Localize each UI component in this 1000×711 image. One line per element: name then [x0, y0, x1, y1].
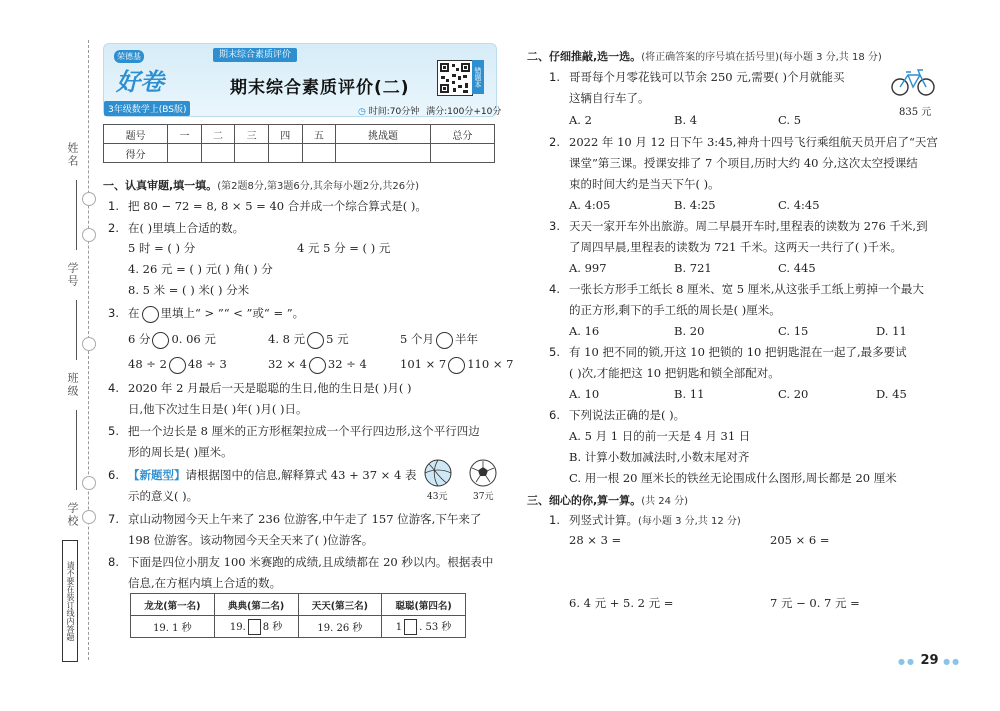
compare-left: 5 个月 — [400, 332, 434, 346]
s2-q6-optB[interactable]: B. 计算小数加减法时,小数末尾对齐 — [569, 450, 750, 464]
race-header: 龙龙(第一名) — [131, 594, 215, 616]
s2-q1-optC[interactable]: C. 5 — [778, 113, 802, 127]
race-table — [130, 593, 466, 638]
s2-q3-optB[interactable]: B. 721 — [674, 261, 712, 275]
s2-q5-optD[interactable]: D. 45 — [876, 387, 907, 401]
compare-item — [268, 356, 367, 374]
race-value: 8 秒 — [262, 621, 283, 633]
s2-q2-line2: 课堂”第三课。授课安排了 7 个项目,历时大约 40 分,这次太空授课结 — [569, 156, 918, 170]
s1-q3: 3. 在 里填上“ > ”“ < ”或“ = ”。 — [108, 305, 304, 323]
compare-left: 48 ÷ 2 — [128, 357, 167, 371]
qr-code-icon[interactable] — [437, 60, 473, 96]
s1-q6: 6. 【新题型】请根据图中的信息,解释算式 43 + 37 × 4 表 — [108, 468, 417, 482]
class-field[interactable] — [76, 410, 77, 490]
exam-meta — [358, 104, 501, 117]
section3-heading — [527, 492, 688, 508]
s2-q5-line1: 有 10 把不同的锁,开这 10 把锁的 10 把钥匙混在一起了,最多要试 — [569, 345, 907, 359]
s1-q8-line2: 信息,在方框内填上合适的数。 — [128, 576, 282, 590]
s1-q7-line2: 198 位游客。该动物园今天全天来了( )位游客。 — [128, 533, 374, 547]
score-cell[interactable] — [336, 144, 431, 163]
score-header: 四 — [268, 125, 302, 144]
compare-right: 110 × 7 — [467, 357, 514, 371]
s2-q5-line2: ( )次,才能把这 10 把钥匙和锁全部配对。 — [569, 366, 780, 380]
decor-dots-icon: ●● — [943, 657, 962, 666]
section2-title: 二、仔细推敲,选一选。 — [527, 50, 642, 63]
race-value: . 53 秒 — [419, 621, 452, 633]
compare-right: 0. 06 元 — [171, 332, 216, 346]
exam-score: 满分:100分+10分 — [426, 107, 502, 117]
s2-q1: 1. 哥哥每个月零花钱可以节余 250 元,需要( )个月就能买 — [549, 70, 845, 84]
s1-q8: 8. 下面是四位小朋友 100 米赛跑的成绩,且成绩都在 20 秒以内。根据表中 — [108, 555, 494, 569]
s2-q6-optC[interactable]: C. 用一根 20 厘米长的铁丝无论围成什么图形,周长都是 20 厘米 — [569, 471, 897, 485]
name-label: 姓名 — [66, 142, 79, 168]
mistake-book-tag: 错题本 — [472, 60, 484, 94]
s3-q1: 1. 列竖式计算。(每小题 3 分,共 12 分) — [549, 513, 741, 527]
s1-q4-line1: 2020 年 2 月最后一天是聪聪的生日,他的生日是( )月( ) — [128, 381, 412, 395]
s2-q2-optA[interactable]: A. 4:05 — [569, 198, 611, 212]
score-table-header-row — [104, 125, 495, 144]
student-id-field[interactable] — [76, 300, 77, 360]
compare-item — [400, 331, 478, 349]
compare-item — [268, 331, 349, 349]
exam-time: 时间:70分钟 — [368, 107, 420, 117]
score-header: 五 — [302, 125, 336, 144]
s3-q1-note: (每小题 3 分,共 12 分) — [638, 516, 741, 527]
s2-q4-optA[interactable]: A. 16 — [569, 324, 600, 338]
s2-q5-optC[interactable]: C. 20 — [778, 387, 809, 401]
bicycle-icon — [890, 65, 936, 102]
score-cell[interactable] — [302, 144, 336, 163]
s2-q6-optA[interactable]: A. 5 月 1 日的前一天是 4 月 31 日 — [569, 429, 751, 443]
s2-q2-line1: 2022 年 10 月 12 日下午 3:45,神舟十四号飞行乘组航天员开启了“天宫 — [569, 135, 938, 149]
score-row-label: 得分 — [104, 144, 168, 163]
page-number-text: 29 — [920, 653, 939, 668]
s1-q4: 4. 2020 年 2 月最后一天是聪聪的生日,他的生日是( )月( ) — [108, 381, 412, 395]
s1-q3-post: 里填上“ > ”“ < ”或“ = ”。 — [160, 306, 305, 320]
s2-q3: 3. 天天一家开车外出旅游。周二早晨开车时,里程表的读数为 276 千米,到 — [549, 219, 928, 233]
compare-left: 101 × 7 — [400, 357, 447, 371]
s2-q2-optB[interactable]: B. 4:25 — [674, 198, 716, 212]
grade-label: 3年级数学上(BS版) — [104, 101, 190, 116]
binding-warning: 请不要在装订线内答题 — [62, 540, 78, 662]
s1-q1: 1. 把 80 − 72 = 8, 8 × 5 = 40 合并成一个综合算式是( )。 — [108, 199, 427, 213]
volleyball-icon — [423, 458, 453, 491]
s1-q5: 5. 把一个边长是 8 厘米的正方形框架拉成一个平行四边形,这个平行四边 — [108, 424, 480, 438]
s1-q2b: 4 元 5 分 = ( ) 元 — [297, 241, 391, 255]
s1-q6-line2: 示的意义( )。 — [128, 489, 199, 503]
section3-note: (共 24 分) — [641, 496, 689, 507]
decor-dots-icon: ●● — [898, 657, 916, 666]
s2-q2-optC[interactable]: C. 4:45 — [778, 198, 820, 212]
score-header: 三 — [235, 125, 269, 144]
s2-q1-line1: 哥哥每个月零花钱可以节余 250 元,需要( )个月就能买 — [569, 70, 845, 84]
compare-circle[interactable] — [448, 357, 465, 374]
s1-q7-line1: 京山动物园今天上午来了 236 位游客,中午走了 157 位游客,下午来了 — [128, 512, 482, 526]
section2-heading — [527, 48, 882, 64]
s2-q4-line1: 一张长方形手工纸长 8 厘米、宽 5 厘米,从这张手工纸上剪掉一个最大 — [569, 282, 924, 296]
s2-q1-optB[interactable]: B. 4 — [674, 113, 698, 127]
race-value: 19. 26 秒 — [298, 616, 382, 638]
s1-q1-text: 把 80 − 72 = 8, 8 × 5 = 40 合并成一个综合算式是( )。 — [128, 199, 427, 213]
s1-q4-line2: 日,他下次过生日是( )年( )月( )日。 — [128, 402, 308, 416]
s2-q2: 2. 2022 年 10 月 12 日下午 3:45,神舟十四号飞行乘组航天员开启了“天宫 — [549, 135, 938, 149]
s1-q2c: 4. 26 元 = ( ) 元( ) 角( ) 分 — [128, 262, 273, 276]
compare-item — [128, 356, 227, 374]
s2-q1-line2: 这辆自行车了。 — [569, 91, 650, 105]
race-value: 19. 1 秒 — [131, 616, 215, 638]
binding-hole — [82, 476, 96, 490]
race-header: 典典(第二名) — [214, 594, 298, 616]
s1-q6-line1: 请根据图中的信息,解释算式 43 + 37 × 4 表 — [185, 468, 417, 482]
s1-q2: 2. 在( )里填上合适的数。 — [108, 221, 245, 235]
score-cell[interactable] — [235, 144, 269, 163]
volleyball-price: 43元 — [427, 492, 448, 502]
s2-q4: 4. 一张长方形手工纸长 8 厘米、宽 5 厘米,从这张手工纸上剪掉一个最大 — [549, 282, 924, 296]
binding-hole — [82, 510, 96, 524]
s2-q3-line1: 天天一家开车外出旅游。周二早晨开车时,里程表的读数为 276 千米,到 — [569, 219, 928, 233]
calc-item: 7 元 − 0. 7 元 = — [770, 596, 860, 610]
compare-circle[interactable] — [169, 357, 186, 374]
compare-circle[interactable] — [307, 332, 324, 349]
s2-q2-line3: 束的时间大约是当天下午( )。 — [569, 177, 720, 191]
score-table — [103, 124, 495, 163]
soccer-ball-price: 37元 — [473, 492, 494, 502]
compare-item — [400, 356, 513, 374]
section1-heading — [103, 177, 419, 193]
compare-left: 32 × 4 — [268, 357, 307, 371]
race-header: 天天(第三名) — [298, 594, 382, 616]
brand-name: 荣德基 — [114, 50, 144, 63]
s2-q3-line2: 了周四早晨,里程表的读数为 721 千米。这两天一共行了( )千米。 — [569, 240, 903, 254]
answer-box[interactable] — [404, 619, 417, 635]
score-cell[interactable] — [168, 144, 202, 163]
school-label: 学校 — [66, 502, 79, 528]
score-header: 总分 — [430, 125, 494, 144]
score-cell[interactable] — [201, 144, 235, 163]
compare-right: 48 ÷ 3 — [187, 357, 227, 371]
class-label: 班级 — [66, 372, 79, 398]
s2-q3-optC[interactable]: C. 445 — [778, 261, 816, 275]
compare-circle[interactable] — [152, 332, 169, 349]
name-field[interactable] — [76, 180, 77, 250]
s2-q4-line2: 的正方形,剩下的手工纸的周长是( )厘米。 — [569, 303, 781, 317]
s1-q5-line1: 把一个边长是 8 厘米的正方形框架拉成一个平行四边形,这个平行四边 — [128, 424, 480, 438]
s1-q2d: 8. 5 米 = ( ) 米( ) 分米 — [128, 283, 250, 297]
score-header: 题号 — [104, 125, 168, 144]
binding-hole — [82, 192, 96, 206]
s2-q3-optA[interactable]: A. 997 — [569, 261, 607, 275]
s1-q2a: 5 时 = ( ) 分 — [128, 241, 196, 255]
s2-q6: 6. 下列说法正确的是( )。 — [549, 408, 686, 422]
brand-logo — [110, 46, 194, 102]
series-tag: 期末综合素质评价 — [213, 48, 297, 62]
section1-title: 一、认真审题,填一填。 — [103, 179, 218, 192]
race-header-row — [131, 594, 466, 616]
score-table-row — [104, 144, 495, 163]
s1-q7: 7. 京山动物园今天上午来了 236 位游客,中午走了 157 位游客,下午来了 — [108, 512, 482, 526]
race-value-row — [131, 616, 466, 638]
race-header: 聪聪(第四名) — [382, 594, 466, 616]
s1-q5-line2: 形的周长是( )厘米。 — [128, 445, 233, 459]
binding-hole — [82, 337, 96, 351]
calc-item: 28 × 3 = — [569, 533, 622, 547]
section1-note: (第2题8分,第3题6分,其余每小题2分,共26分) — [217, 181, 420, 192]
s2-q4-optC[interactable]: C. 15 — [778, 324, 809, 338]
s2-q5-optB[interactable]: B. 11 — [674, 387, 705, 401]
answer-box[interactable] — [248, 619, 261, 635]
soccer-ball-icon — [468, 458, 498, 491]
score-header: 挑战题 — [336, 125, 431, 144]
compare-circle[interactable] — [436, 332, 453, 349]
s1-q8-line1: 下面是四位小朋友 100 米赛跑的成绩,且成绩都在 20 秒以内。根据表中 — [128, 555, 494, 569]
s3-q1-text: 列竖式计算。 — [569, 513, 638, 527]
section3-title: 三、细心的你,算一算。 — [527, 494, 642, 507]
s2-q4-optD[interactable]: D. 11 — [876, 324, 907, 338]
compare-circle-icon — [142, 306, 159, 323]
compare-item — [128, 331, 216, 349]
s1-q3-pre: 在 — [128, 306, 140, 320]
score-header: 二 — [201, 125, 235, 144]
score-cell[interactable] — [430, 144, 494, 163]
compare-right: 32 ÷ 4 — [327, 357, 367, 371]
race-value: 1 — [395, 621, 403, 633]
calc-item: 6. 4 元 + 5. 2 元 = — [569, 596, 674, 610]
logo-text: 好卷 — [116, 68, 164, 96]
s2-q5: 5. 有 10 把不同的锁,开这 10 把锁的 10 把钥匙混在一起了,最多要试 — [549, 345, 907, 359]
compare-left: 6 分 — [128, 332, 151, 346]
compare-circle[interactable] — [309, 357, 326, 374]
race-value: 19. — [229, 621, 246, 633]
compare-right: 半年 — [454, 332, 478, 346]
s2-q5-optA[interactable]: A. 10 — [569, 387, 600, 401]
student-id-label: 学号 — [66, 262, 79, 288]
compare-left: 4. 8 元 — [268, 332, 306, 346]
score-header: 一 — [168, 125, 202, 144]
s1-q2-text: 在( )里填上合适的数。 — [128, 221, 245, 235]
race-value-cell — [382, 616, 466, 638]
section2-note: (将正确答案的序号填在括号里)(每小题 3 分,共 18 分) — [641, 52, 882, 63]
page-title: 期末综合素质评价(二) — [230, 78, 410, 98]
new-question-badge: 【新题型】 — [128, 468, 186, 482]
calc-item: 205 × 6 = — [770, 533, 830, 547]
race-value-cell — [214, 616, 298, 638]
clock-icon: ◷ — [358, 107, 366, 117]
bicycle-price: 835 元 — [899, 107, 932, 118]
page-number — [898, 653, 961, 668]
binding-hole — [82, 228, 96, 242]
score-cell[interactable] — [268, 144, 302, 163]
s2-q6-text: 下列说法正确的是( )。 — [569, 408, 686, 422]
compare-right: 5 元 — [326, 332, 349, 346]
s2-q1-optA[interactable]: A. 2 — [569, 113, 592, 127]
s2-q4-optB[interactable]: B. 20 — [674, 324, 705, 338]
